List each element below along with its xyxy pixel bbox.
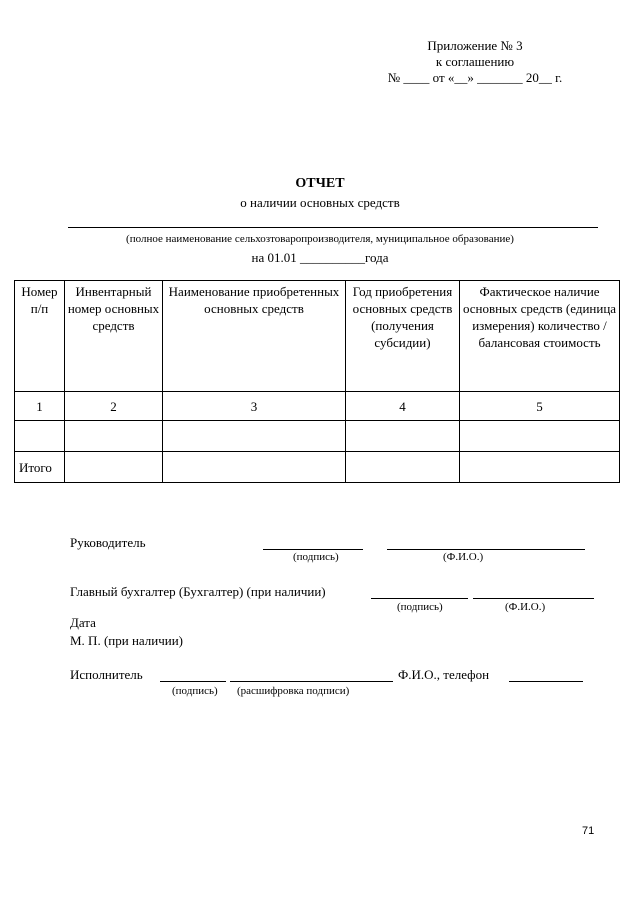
table-row-column-numbers [15, 392, 620, 421]
col-header-year: Год приобретения основных средств (получения субсидии) [346, 281, 460, 392]
col-header-actual: Фактическое наличие основных средств (единица измерения) количество /балансовая стоимость [460, 281, 620, 392]
executor-sign-line [160, 681, 226, 682]
head-name-line [387, 549, 585, 550]
column-number: 2 [65, 392, 163, 421]
appendix-number: Приложение № 3 [427, 38, 523, 53]
column-number: 4 [346, 392, 460, 421]
table-cell [65, 421, 163, 452]
head-sign-line [263, 549, 363, 550]
report-title: ОТЧЕТ [295, 176, 345, 191]
executor-decode-line [230, 681, 393, 682]
table-cell [346, 421, 460, 452]
head-sign-caption: (подпись) [293, 551, 339, 563]
fixed-assets-table [14, 280, 620, 483]
column-number: 1 [15, 392, 65, 421]
col-header-name: Наименование приобретенных основных средств [163, 281, 346, 392]
date-label: Дата [70, 615, 96, 630]
total-label: Итого [15, 452, 65, 483]
executor-decode-caption: (расшифровка подписи) [237, 685, 350, 697]
accountant-name-caption: (Ф.И.О.) [505, 601, 546, 613]
col-header-number: Номер п/п [15, 281, 65, 392]
table-row-total [15, 452, 620, 483]
page-number: 71 [582, 825, 595, 837]
org-name-line [68, 227, 598, 228]
appendix-agreement: к соглашению [435, 54, 515, 69]
accountant-label: Главный бухгалтер (Бухгалтер) (при наличии) [70, 584, 326, 599]
org-name-caption: (полное наименование сельхозтоваропроизводителя, муниципальное образование) [126, 233, 514, 245]
appendix-agreement-ref: № ____ от «__» _______ 20__ г. [387, 70, 563, 85]
column-number: 3 [163, 392, 346, 421]
table-cell [460, 421, 620, 452]
table-cell [65, 452, 163, 483]
table-header-row [15, 281, 620, 392]
table-cell [163, 421, 346, 452]
head-label: Руководитель [70, 535, 146, 550]
executor-contact-label: Ф.И.О., телефон [398, 667, 490, 682]
executor-sign-caption: (подпись) [172, 685, 218, 697]
table-cell [346, 452, 460, 483]
executor-label: Исполнитель [70, 667, 143, 682]
report-subtitle: о наличии основных средств [240, 195, 400, 210]
table-cell [460, 452, 620, 483]
column-number: 5 [460, 392, 620, 421]
appendix-header [360, 38, 590, 86]
accountant-sign-caption: (подпись) [397, 601, 443, 613]
accountant-sign-line [371, 598, 468, 599]
table-cell [15, 421, 65, 452]
stamp-label: М. П. (при наличии) [70, 633, 184, 648]
table-cell [163, 452, 346, 483]
head-name-caption: (Ф.И.О.) [443, 551, 484, 563]
table-row-empty [15, 421, 620, 452]
executor-contact-line [509, 681, 583, 682]
report-date-line: на 01.01 __________года [251, 250, 389, 265]
accountant-name-line [473, 598, 594, 599]
col-header-inventory: Инвентарный номер основных средств [65, 281, 163, 392]
